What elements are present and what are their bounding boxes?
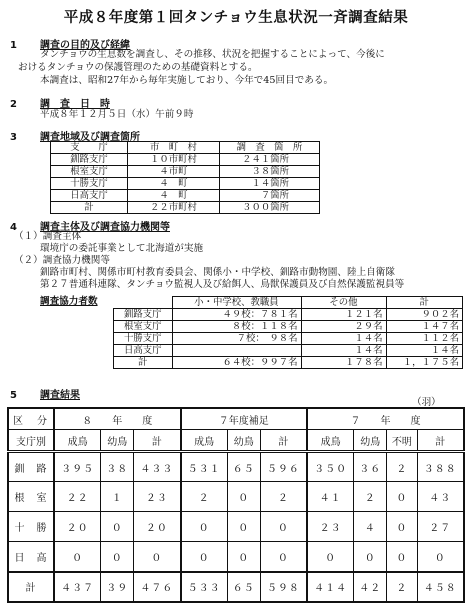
subsection-2-line-1: 釧路市町村、関係市町村教育委員会、関係小・中学校、釧路市動物園、陸上自衛隊 [40,267,395,278]
table-row [8,542,464,572]
table-cell: １４名 [301,333,386,345]
table-header-row [8,430,464,452]
table-cell: １，１７５名 [386,357,463,369]
section-1-line-1: タンチョウの生息数を調査し、その推移、状況を把握することによって、今後に [40,49,385,60]
column-header: 支 庁 [51,142,128,154]
column-header: 計 [134,430,181,452]
table-cell: ０ [354,542,387,572]
table-cell: ４７６ [134,572,181,602]
table-cell: １０市町村 [128,154,220,166]
table-cell: ０ [307,542,354,572]
table-cell: ０ [417,542,464,572]
table-cell: ４３ [417,482,464,512]
table-cell: ４ 町 [128,178,220,190]
table-cell: 日高支庁 [114,345,173,357]
table-row [114,309,463,321]
table-cell: １４名 [386,345,463,357]
table-cell: ０ [134,542,181,572]
table-cell: ０ [181,512,228,542]
table-cell: １ [101,482,134,512]
section-1-title: 調査の目的及び経緯 [40,40,130,51]
section-5-number: 5 [10,390,17,401]
column-header: 幼鳥 [101,430,134,452]
column-header: ８ 年 度 [54,408,181,430]
table-cell: ２ [387,452,417,482]
table-cell: 十勝支庁 [114,333,173,345]
table-cell: ４２ [354,572,387,602]
table-cell: ５９８ [260,572,307,602]
section-1-line-2: おけるタンチョウの保護管理のための基礎資料とする。 [18,62,258,73]
subsection-1-text: 環境庁の委託事業として北海道が実施 [40,243,204,254]
table-cell: 釧 路 [8,452,54,482]
table-cell: ３８ [101,452,134,482]
table-row [8,452,464,482]
table-row [51,202,320,214]
table-cell: ４１ [307,482,354,512]
table-cell: ２０ [134,512,181,542]
table-cell: １２１名 [301,309,386,321]
survey-area-table [50,141,320,214]
table-header-row [114,297,463,309]
table-cell: ０ [54,542,101,572]
table-cell: ３８８ [417,452,464,482]
table-row [51,166,320,178]
table-cell: 釧路支庁 [114,309,173,321]
subsection-2-line-2: 第２７普通科連隊、タンチョウ監視人及び給餌人、鳥獣保護員及び自然保護監視員等 [40,279,405,290]
table-cell: ３９ [101,572,134,602]
section-2-title: 調 査 日 時 [40,99,110,110]
table-cell: ２３ [307,512,354,542]
table-cell: １４７名 [386,321,463,333]
table-cell: ２ [387,572,417,602]
table-cell: ３８箇所 [220,166,320,178]
table-header-row [8,408,464,430]
table-row [114,345,463,357]
table-cell: ８校：１１８名 [172,321,301,333]
column-header: 不明 [387,430,417,452]
table-cell: 計 [51,202,128,214]
section-3-title: 調査地域及び調査箇所 [40,132,140,143]
table-cell: 計 [114,357,173,369]
column-header: 市 町 村 [128,142,220,154]
table-cell: ５９６ [260,452,307,482]
table-cell: ４９校：７８１名 [172,309,301,321]
table-cell: ６５ [227,452,260,482]
table-cell: ４市町 [128,166,220,178]
table-cell: ４１４ [307,572,354,602]
table-cell: ４３３ [134,452,181,482]
subsection-2-label: （２）調査協力機関等 [14,255,110,266]
column-header: 計 [417,430,464,452]
table-cell: 釧路支庁 [51,154,128,166]
table-cell: ７箇所 [220,190,320,202]
section-4-number: 4 [10,222,17,233]
table-cell: ０ [260,542,307,572]
table-row [8,512,464,542]
table-cell: ２ [260,482,307,512]
table-cell: ０ [387,542,417,572]
table-cell: ５３３ [181,572,228,602]
column-header: ７年度補足 [181,408,308,430]
table-cell: ２９名 [301,321,386,333]
column-header: 調 査 箇 所 [220,142,320,154]
table-cell: ０ [227,482,260,512]
table-cell: 計 [8,572,54,602]
column-header: 計 [386,297,463,309]
table-cell: 十勝支庁 [51,178,128,190]
table-cell: ４ [354,512,387,542]
table-cell: ３６ [354,452,387,482]
table-cell: 十 勝 [8,512,54,542]
table-row [114,321,463,333]
table-cell: １４箇所 [220,178,320,190]
table-cell: ４ 町 [128,190,220,202]
table-cell: ２３ [134,482,181,512]
table-cell: ０ [101,542,134,572]
section-1-line-3: 本調査は、昭和27年から毎年実施しており、今年で45回目である。 [40,75,334,86]
table-cell: ３５０ [307,452,354,482]
section-5-title: 調査結果 [40,390,80,401]
survey-results-table [7,407,465,603]
table-cell: ４３７ [54,572,101,602]
table-cell: ６５ [227,572,260,602]
table-row [51,178,320,190]
table-cell: ０ [101,512,134,542]
table-cell: ２７ [417,512,464,542]
table-cell: １４名 [301,345,386,357]
table-cell: ６４校：９９７名 [172,357,301,369]
column-header: 成鳥 [181,430,228,452]
table-cell: ０ [387,512,417,542]
column-header: 幼鳥 [227,430,260,452]
table-cell: ０ [181,542,228,572]
table-cell: ０ [227,542,260,572]
table-cell: ０ [260,512,307,542]
subsection-1-label: （１）調査主体 [14,231,82,242]
table-cell: 根室支庁 [114,321,173,333]
table-cell: ７校： ９８名 [172,333,301,345]
column-header: 支庁別 [8,430,54,452]
table-cell: 日 高 [8,542,54,572]
table-row [114,333,463,345]
table-row [51,190,320,202]
section-1-number: 1 [10,40,17,51]
column-header: 幼鳥 [354,430,387,452]
survey-datetime: 平成８年１２月５日（水）午前９時 [40,109,194,120]
table-row [51,154,320,166]
table-cell: ０ [387,482,417,512]
table-cell: ２２市町村 [128,202,220,214]
table-cell: ５３１ [181,452,228,482]
unit-note: （羽） [412,397,441,408]
page-title: 平成８年度第１回タンチョウ生息状況一斉調査結果 [63,10,409,26]
cooperator-count-label: 調査協力者数 [40,296,98,307]
table-cell: 根室支庁 [51,166,128,178]
table-row [114,357,463,369]
table-cell: ４５８ [417,572,464,602]
table-cell: １７８名 [301,357,386,369]
table-header-row [51,142,320,154]
table-cell: ０ [227,512,260,542]
table-cell: ２ [181,482,228,512]
cooperator-table [113,296,463,369]
table-cell: ９０２名 [386,309,463,321]
column-header: ７ 年 度 [307,408,464,430]
column-header: 成鳥 [54,430,101,452]
table-cell: 根 室 [8,482,54,512]
table-cell [172,345,301,357]
table-row [8,482,464,512]
table-cell: ２ [354,482,387,512]
table-row [8,572,464,602]
column-header: 区 分 [8,408,54,430]
table-cell: ２４１箇所 [220,154,320,166]
section-2-number: 2 [10,99,17,110]
table-cell: 日高支庁 [51,190,128,202]
table-cell: ３９５ [54,452,101,482]
column-header: 小・中学校、教職員 [172,297,301,309]
table-cell: １１２名 [386,333,463,345]
column-header: 計 [260,430,307,452]
section-5-heading [10,386,80,401]
column-header: その他 [301,297,386,309]
section-3-number: 3 [10,132,17,143]
table-cell: ２０ [54,512,101,542]
column-header [114,297,173,309]
table-cell: ２２ [54,482,101,512]
section-4-title: 調査主体及び調査協力機関等 [40,222,170,233]
column-header: 成鳥 [307,430,354,452]
table-cell: ３００箇所 [220,202,320,214]
